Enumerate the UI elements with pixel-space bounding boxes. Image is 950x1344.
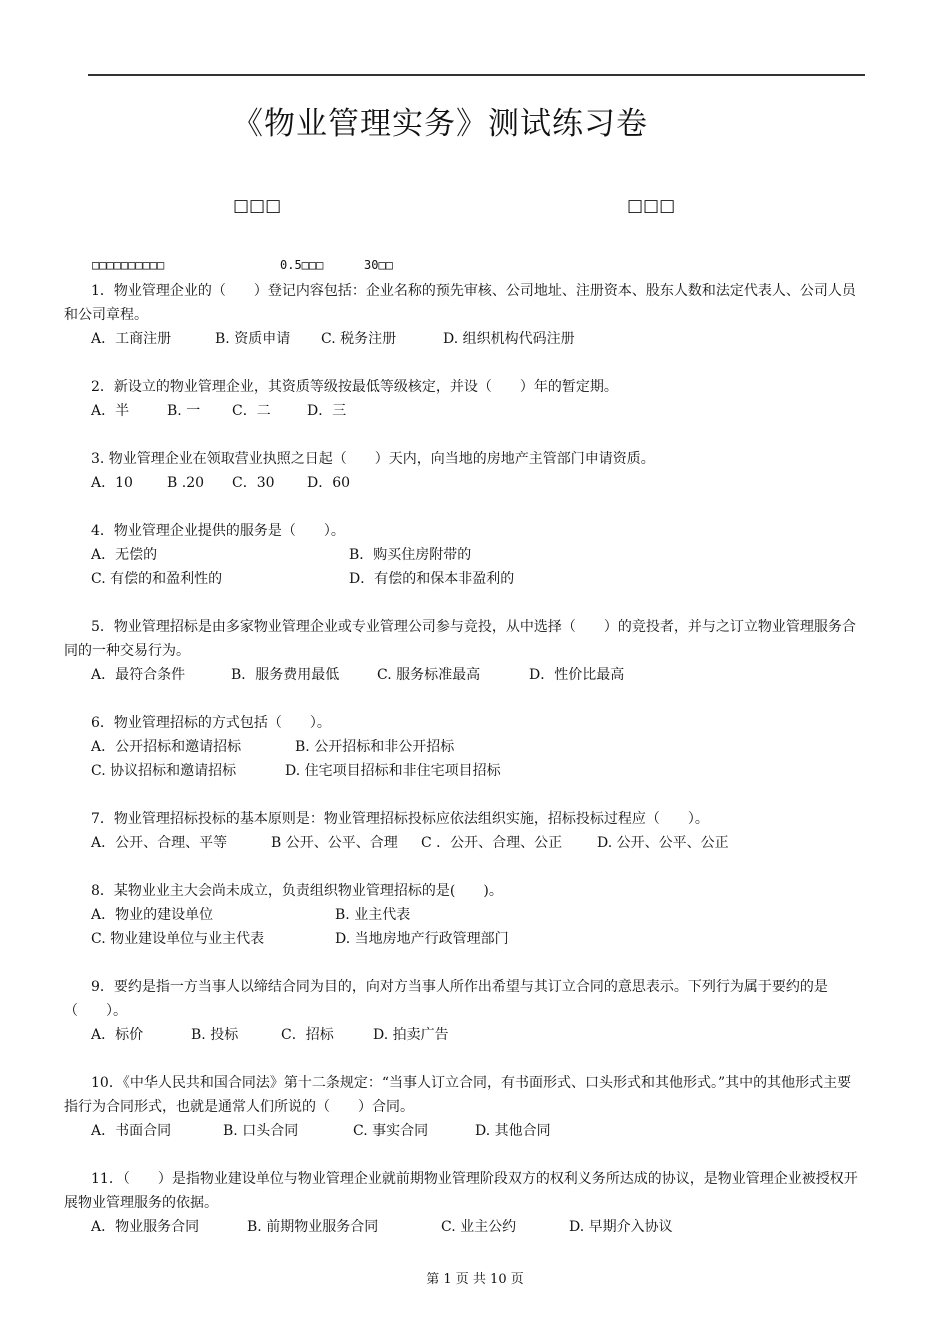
option: D. 当地房地产行政管理部门	[335, 931, 509, 947]
option: D. 组织机构代码注册	[443, 331, 575, 347]
option: A．物业的建设单位	[91, 907, 214, 923]
question-stem: 2．新设立的物业管理企业，其资质等级按最低等级核定，并设（ ）年的暂定期。	[91, 379, 618, 395]
option: A．10	[91, 475, 133, 491]
question	[64, 447, 864, 495]
question	[64, 807, 864, 855]
options-row	[64, 735, 864, 759]
option: C. 税务注册	[321, 331, 397, 347]
option: A．物业服务合同	[91, 1219, 200, 1235]
option: A．无偿的	[91, 547, 158, 563]
question	[64, 279, 864, 351]
question	[64, 519, 864, 591]
option: D. 住宅项目招标和非住宅项目招标	[285, 763, 501, 779]
question-stem: 7．物业管理招标投标的基本原则是：物业管理招标投标应依法组织实施，招标投标过程应（ ）。	[91, 811, 709, 827]
section-heading	[92, 258, 393, 272]
options-row	[64, 399, 864, 423]
question	[64, 375, 864, 423]
option: B. 投标	[191, 1027, 239, 1043]
option: B．服务费用最低	[231, 667, 340, 683]
options-row	[64, 759, 864, 783]
question-stem: 4．物业管理企业提供的服务是（ ）。	[91, 523, 345, 539]
question	[64, 615, 864, 687]
options-row	[64, 471, 864, 495]
options-row	[64, 663, 864, 687]
options-row	[64, 567, 864, 591]
option: C. 服务标准最高	[377, 667, 481, 683]
question-stem: 8．某物业业主大会尚未成立，负责组织物业管理招标的是( )。	[91, 883, 503, 899]
question	[64, 1167, 864, 1239]
option: C. 事实合同	[353, 1123, 429, 1139]
option: A．公开、合理、平等	[91, 835, 228, 851]
question-stem: 10．《中华人民共和国合同法》第十二条规定：“当事人订立合同，有书面形式、口头形式和其他形式。”其中的其他形式主要指行为合同形式，也就是通常人们所说的（ ）合同。	[64, 1075, 852, 1115]
question-list	[64, 279, 864, 1239]
option: C. 业主公约	[441, 1219, 517, 1235]
options-row	[64, 1215, 864, 1239]
question-stem: 11．（ ）是指物业建设单位与物业管理企业就前期物业管理阶段双方的权利义务所达成的协议，是物业管理企业被授权开展物业管理服务的依据。	[64, 1171, 858, 1211]
option: A．标价	[91, 1027, 144, 1043]
question-stem: 3. 物业管理企业在领取营业执照之日起（ ）天内，向当地的房地产主管部门申请资质。	[91, 451, 655, 467]
option: A．半	[91, 403, 130, 419]
option: C. 协议招标和邀请招标	[91, 763, 237, 779]
option: C．招标	[281, 1027, 334, 1043]
option: B. 口头合同	[223, 1123, 299, 1139]
header-rule	[88, 74, 865, 76]
section-count: 30□□	[364, 258, 393, 272]
question	[64, 1071, 864, 1143]
option: D．有偿的和保本非盈利的	[349, 571, 515, 587]
question	[64, 879, 864, 951]
question-stem: 6．物业管理招标的方式包括（ ）。	[91, 715, 331, 731]
option: D. 公开、公平、公正	[597, 835, 729, 851]
document-title: 《物业管理实务》测试练习卷	[232, 106, 648, 142]
option: B. 资质申请	[215, 331, 291, 347]
options-row	[64, 927, 864, 951]
option: C．30	[232, 475, 275, 491]
page-footer: 第 1 页 共 10 页	[426, 1272, 524, 1287]
option: C. 物业建设单位与业主代表	[91, 931, 265, 947]
options-row	[64, 543, 864, 567]
option: B .20	[167, 475, 205, 491]
option: B．购买住房附带的	[349, 547, 472, 563]
section-score: 0.5□□□	[280, 258, 324, 272]
option: B. 一	[167, 403, 201, 419]
option: C．二	[232, 403, 271, 419]
meta-right: □□□	[627, 196, 676, 216]
option: C ．公开、合理、公正	[421, 835, 563, 851]
option: D. 拍卖广告	[373, 1027, 449, 1043]
option: A．书面合同	[91, 1123, 172, 1139]
option: A．工商注册	[91, 331, 172, 347]
option: D. 早期介入协议	[569, 1219, 673, 1235]
option: B. 业主代表	[335, 907, 411, 923]
option: D. 其他合同	[475, 1123, 551, 1139]
question	[64, 711, 864, 783]
question-stem: 1．物业管理企业的（ ）登记内容包括：企业名称的预先审核、公司地址、注册资本、股东人数和法定代表人、公司人员和公司章程。	[64, 283, 856, 323]
section-label: □□□□□□□□□□	[92, 258, 165, 272]
question-stem: 9．要约是指一方当事人以缔结合同为目的，向对方当事人所作出希望与其订立合同的意思表示。下列行为属于要约的是（ ）。	[64, 979, 828, 1019]
option: D．性价比最高	[529, 667, 625, 683]
option: A．公开招标和邀请招标	[91, 739, 242, 755]
question-stem: 5．物业管理招标是由多家物业管理企业或专业管理公司参与竞投，从中选择（ ）的竞投者，并与之订立物业管理服务合同的一种交易行为。	[64, 619, 856, 659]
meta-left: □□□	[233, 196, 282, 216]
options-row	[64, 903, 864, 927]
options-row	[64, 327, 864, 351]
option: B 公开、公平、合理	[271, 835, 398, 851]
option: A．最符合条件	[91, 667, 186, 683]
option: D．三	[307, 403, 347, 419]
option: B. 公开招标和非公开招标	[295, 739, 455, 755]
options-row	[64, 1023, 864, 1047]
option: B. 前期物业服务合同	[247, 1219, 379, 1235]
options-row	[64, 831, 864, 855]
option: C. 有偿的和盈利性的	[91, 571, 223, 587]
question	[64, 975, 864, 1047]
options-row	[64, 1119, 864, 1143]
option: D．60	[307, 475, 351, 491]
